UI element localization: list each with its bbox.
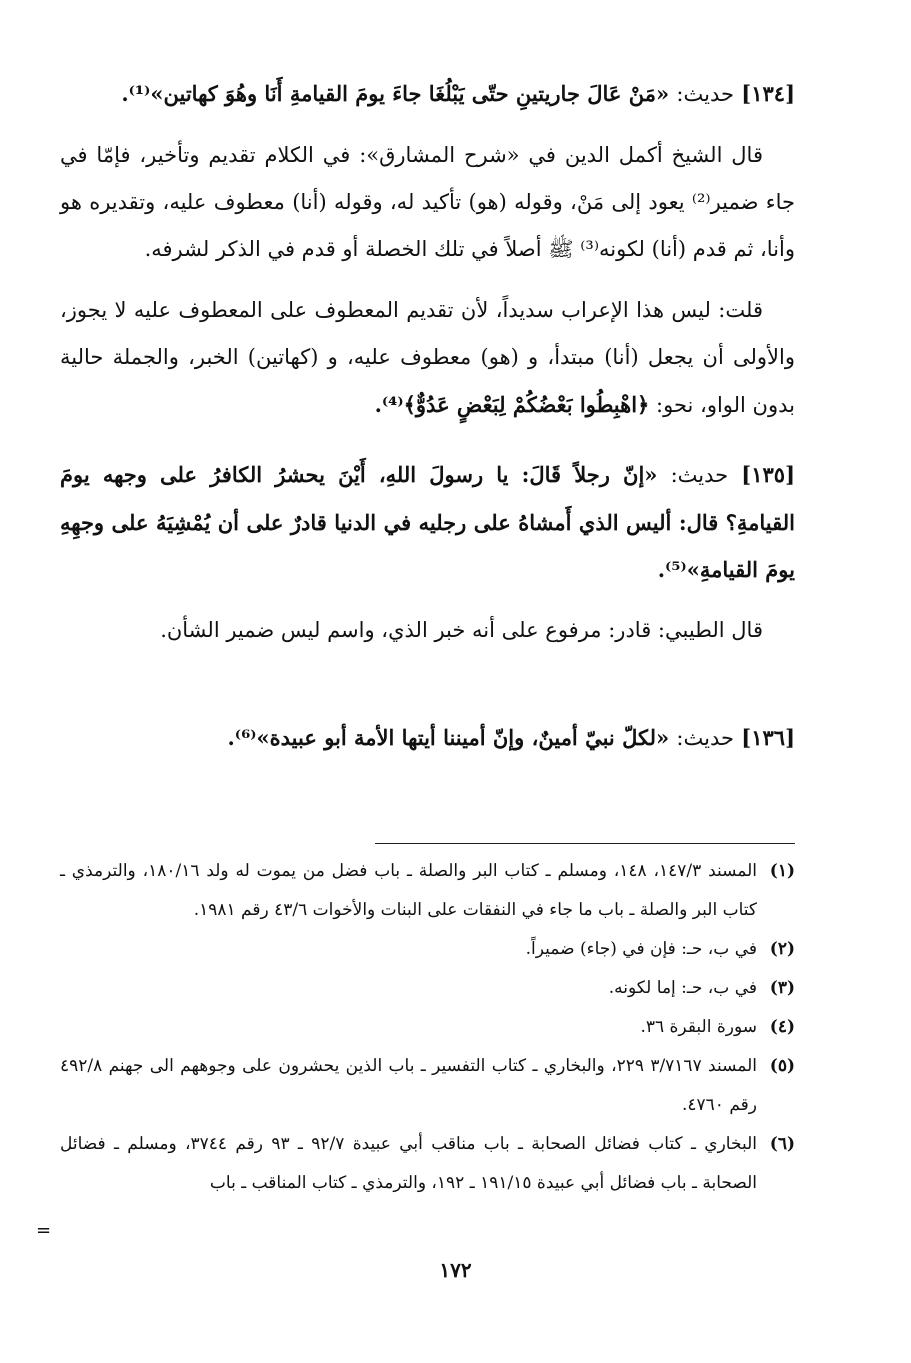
footnote-text: سورة البقرة ٣٦. [640, 1017, 757, 1037]
footnote-3 [60, 969, 795, 1008]
footnote-text: البخاري ـ كتاب فضائل الصحابة ـ باب مناقب أبي عبيدة ٩٢/٧ ـ ٩٣ رقم ٣٧٤٤، ومسلم ـ فضائل الصحابة ـ باب فضائل أبي عبيدة ١٩١/١٥ ـ ١٩٢، والترمذي ـ كتاب المناقب ـ باب [60, 1134, 757, 1193]
hadith-label: حديث: [670, 463, 729, 487]
footnote-text: في ب، حـ: فإن في (جاء) ضميراً. [525, 939, 757, 959]
commentary-text: قلت: ليس هذا الإعراب سديداً، لأن تقديم المعطوف على المعطوف عليه لا يجوز، والأولى أن يجعل (أنا) مبتدأ، و (هو) معطوف عليه، و (كهاتين) الخبر، والجملة حالية بدون الواو، نحو: [60, 298, 795, 417]
page-number: ١٧٢ [439, 1258, 472, 1282]
hadith-text: «لكلّ نبيّ أمينٌ، وإنّ أميننا أيتها الأمة أبو عبيدة»⁽⁶⁾. [227, 725, 670, 750]
footnotes [60, 852, 795, 1203]
hadith-label: حديث: [676, 726, 734, 750]
commentary-paragraph [60, 287, 795, 429]
footnote-6 [60, 1125, 795, 1203]
footnote-5 [60, 1047, 795, 1125]
footnote-text: المسند ١٤٧/٣، ١٤٨، ومسلم ـ كتاب البر والصلة ـ باب فضل من يموت له ولد ١٨٠/١٦، والترمذي ـ كتاب البر والصلة ـ باب ما جاء في النفقات على البنات والأخوات ٤٣/٦ رقم ١٩٨١. [60, 861, 758, 920]
footnote-2 [60, 930, 795, 969]
hadith-text: «إنّ رجلاً قَالَ: يا رسولَ اللهِ، أَيْنَ يحشرُ الكافرُ على وجهه يومَ القيامةِ؟ قال: أليس الذي أَمشاهُ على رجليه في الدنيا قادرٌ على أن يُمْشِيَهُ على وجهِهِ يومَ القيامةِ»⁽⁵⁾. [60, 462, 795, 582]
hadith-136 [60, 714, 795, 762]
footnote-4 [60, 1008, 795, 1047]
hadith-number: [١٣٦] [741, 725, 795, 750]
hadith-label: حديث: [676, 82, 734, 106]
footnote-number: (٦) [769, 1134, 795, 1154]
footnote-number: (٣) [769, 978, 795, 998]
quran-quote: ﴿اهْبِطُوا بَعْضُكُمْ لِبَعْضٍ عَدُوٌّ﴾⁽⁴⁾. [374, 392, 650, 417]
hadith-number: [١٣٥] [741, 462, 795, 487]
footnote-text: المسند ٣/٧١٦٧ ٢٢٩، والبخاري ـ كتاب التفسير ـ باب الذين يحشرون على وجوههم الى جهنم ٤٩٢/٨ رقم ٤٧٦٠. [60, 1056, 757, 1115]
footnote-number: (٤) [769, 1017, 795, 1037]
footnote-number: (١) [769, 861, 795, 881]
footnote-1 [60, 852, 795, 930]
footnote-text: في ب، حـ: إما لكونه. [608, 978, 757, 998]
hadith-text: «مَنْ عَالَ جاريتينِ حتّى يَبْلُغَا جاءَ يومَ القيامةِ أَنَا وهُوَ كهاتين»⁽¹⁾. [121, 81, 670, 106]
footnote-number: (٥) [769, 1056, 795, 1076]
hadith-135 [60, 451, 795, 593]
footnote-number: (٢) [769, 939, 795, 959]
continuation-mark: = [36, 1220, 52, 1241]
hadith-number: [١٣٤] [741, 81, 795, 106]
commentary-paragraph: قال الطيبي: قادر: مرفوع على أنه خبر الذي، واسم ليس ضمير الشأن. [160, 618, 763, 642]
footnote-divider [375, 843, 795, 844]
main-text [60, 70, 795, 762]
hadith-134 [60, 70, 795, 118]
commentary-paragraph: قال الشيخ أكمل الدين في «شرح المشارق»: في الكلام تقديم وتأخير، فإمّا في جاء ضمير⁽²⁾ يعود إلى مَنْ، وقوله (هو) تأكيد له، وقوله (أنا) معطوف عليه، وتقديره هو وأنا، ثم قدم (أنا) لكونه⁽³⁾ ﷺ أصلاً في تلك الخصلة أو قدم في الذكر لشرفه. [60, 143, 796, 261]
